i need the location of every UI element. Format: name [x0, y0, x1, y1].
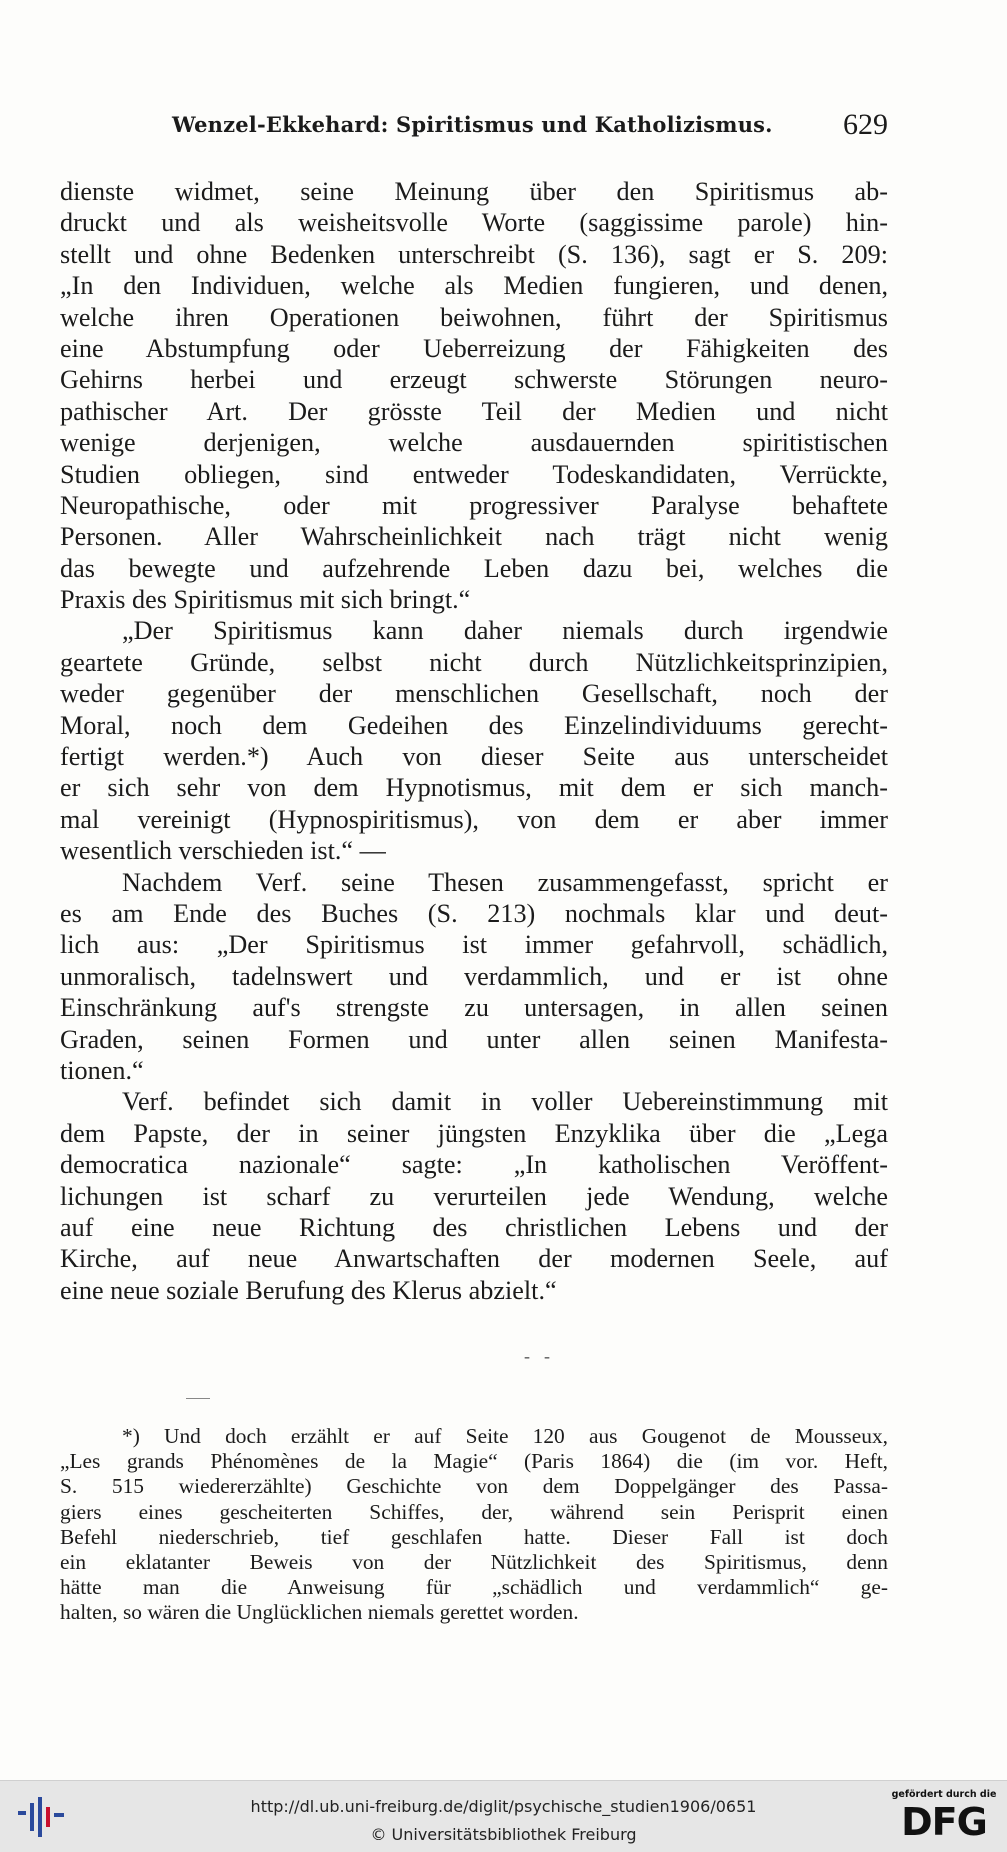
body-line: eine Abstumpfung oder Ueberreizung der Fähigkeiten des	[60, 333, 888, 363]
source-url-link[interactable]: http://dl.ub.uni-freiburg.de/diglit/psychische_studien1906/0651	[250, 1797, 757, 1816]
running-head	[60, 108, 888, 148]
copyright-text: © Universitätsbibliothek Freiburg	[370, 1825, 637, 1844]
body-line: er sich sehr von dem Hypnotismus, mit dem er sich manch-	[60, 773, 888, 803]
body-line: Studien obliegen, sind entweder Todeskandidaten, Verrückte,	[60, 459, 888, 489]
footnote-line: giers eines gescheiterten Schiffes, der, während sein Perisprit einen	[60, 1499, 888, 1524]
body-line: lichungen ist scharf zu verurteilen jede Wendung, welche	[60, 1181, 888, 1211]
body-text	[60, 176, 888, 1306]
body-line: „In den Individuen, welche als Medien fungieren, und denen,	[60, 271, 888, 301]
body-line: Einschränkung auf's strengste zu untersagen, in allen seinen	[60, 993, 888, 1023]
footnote-line: hätte man die Anweisung für „schädlich und verdammlich“ ge-	[60, 1575, 888, 1600]
dfg-funding-logo[interactable]	[891, 1789, 997, 1847]
page-number: 629	[843, 108, 888, 141]
dfg-caption: gefördert durch die	[891, 1789, 997, 1800]
body-line: unmoralisch, tadelnswert und verdammlich, und er ist ohne	[60, 961, 888, 991]
body-line: tionen.“	[60, 1055, 144, 1085]
footnote-line: *) Und doch erzählt er auf Seite 120 aus Gougenot de Mousseux,	[122, 1424, 888, 1448]
body-line: Kirche, auf neue Anwartschaften der modernen Seele, auf	[60, 1244, 888, 1274]
footnote	[60, 1424, 888, 1626]
body-line: wesentlich verschieden ist.“ —	[60, 836, 386, 866]
body-line: Moral, noch dem Gedeihen des Einzelindividuums gerecht-	[60, 710, 888, 740]
footnote-line: S. 515 wiedererzählte) Geschichte von dem Doppelgänger des Passa-	[60, 1474, 888, 1499]
body-line: Graden, seinen Formen und unter allen seinen Manifesta-	[60, 1024, 888, 1054]
body-line: Neuropathische, oder mit progressiver Paralyse behaftete	[60, 490, 888, 520]
body-line: lich aus: „Der Spiritismus ist immer gefahrvoll, schädlich,	[60, 930, 888, 960]
body-line: druckt und als weisheitsvolle Worte (saggissime parole) hin-	[60, 208, 888, 238]
section-separator: --	[524, 1346, 564, 1366]
body-line: wenige derjenigen, welche ausdauernden spiritistischen	[60, 428, 888, 458]
footer-bar	[0, 1780, 1007, 1852]
body-line: mal vereinigt (Hypnospiritismus), von dem er aber immer	[60, 804, 888, 834]
body-line: stellt und ohne Bedenken unterschreibt (S. 136), sagt er S. 209:	[60, 239, 888, 269]
body-line: „Der Spiritismus kann daher niemals durch irgendwie	[122, 616, 888, 646]
body-line: welche ihren Operationen beiwohnen, führt der Spiritismus	[60, 302, 888, 332]
body-line: eine neue soziale Berufung des Klerus abzielt.“	[60, 1275, 557, 1305]
body-line: Praxis des Spiritismus mit sich bringt.“	[60, 585, 471, 615]
body-line: Gehirns herbei und erzeugt schwerste Störungen neuro-	[60, 365, 888, 395]
footnote-rule	[186, 1398, 210, 1399]
body-line: fertigt werden.*) Auch von dieser Seite aus unterscheidet	[60, 742, 888, 772]
body-line: Nachdem Verf. seine Thesen zusammengefasst, spricht er	[122, 867, 888, 897]
body-line: das bewegte und aufzehrende Leben dazu bei, welches die	[60, 553, 888, 583]
running-title: Wenzel-Ekkehard: Spiritismus und Katholizismus.	[172, 112, 773, 137]
body-line: Verf. befindet sich damit in voller Uebereinstimmung mit	[122, 1087, 888, 1117]
footnote-line: Befehl niederschrieb, tief geschlafen hatte. Dieser Fall ist doch	[60, 1524, 888, 1549]
body-line: geartete Gründe, selbst nicht durch Nützlichkeitsprinzipien,	[60, 647, 888, 677]
footnote-line: halten, so wären die Unglücklichen niemals gerettet worden.	[60, 1600, 579, 1625]
body-line: dienste widmet, seine Meinung über den Spiritismus ab-	[60, 177, 888, 206]
body-line: es am Ende des Buches (S. 213) nochmals klar und deut-	[60, 898, 888, 928]
dfg-logo-icon: DFG	[901, 1800, 987, 1844]
body-line: weder gegenüber der menschlichen Gesellschaft, noch der	[60, 679, 888, 709]
footnote-line: ein eklatanter Beweis von der Nützlichkeit des Spiritismus, denn	[60, 1549, 888, 1574]
body-line: pathischer Art. Der grösste Teil der Medien und nicht	[60, 396, 888, 426]
body-line: auf eine neue Richtung des christlichen Lebens und der	[60, 1212, 888, 1242]
body-line: Personen. Aller Wahrscheinlichkeit nach trägt nicht wenig	[60, 522, 888, 552]
body-line: dem Papste, der in seiner jüngsten Enzyklika über die „Lega	[60, 1118, 888, 1148]
footnote-line: „Les grands Phénomènes de la Magie“ (Paris 1864) die (im vor. Heft,	[60, 1449, 888, 1474]
body-line: democratica nazionale“ sagte: „In katholischen Veröffent-	[60, 1150, 888, 1180]
